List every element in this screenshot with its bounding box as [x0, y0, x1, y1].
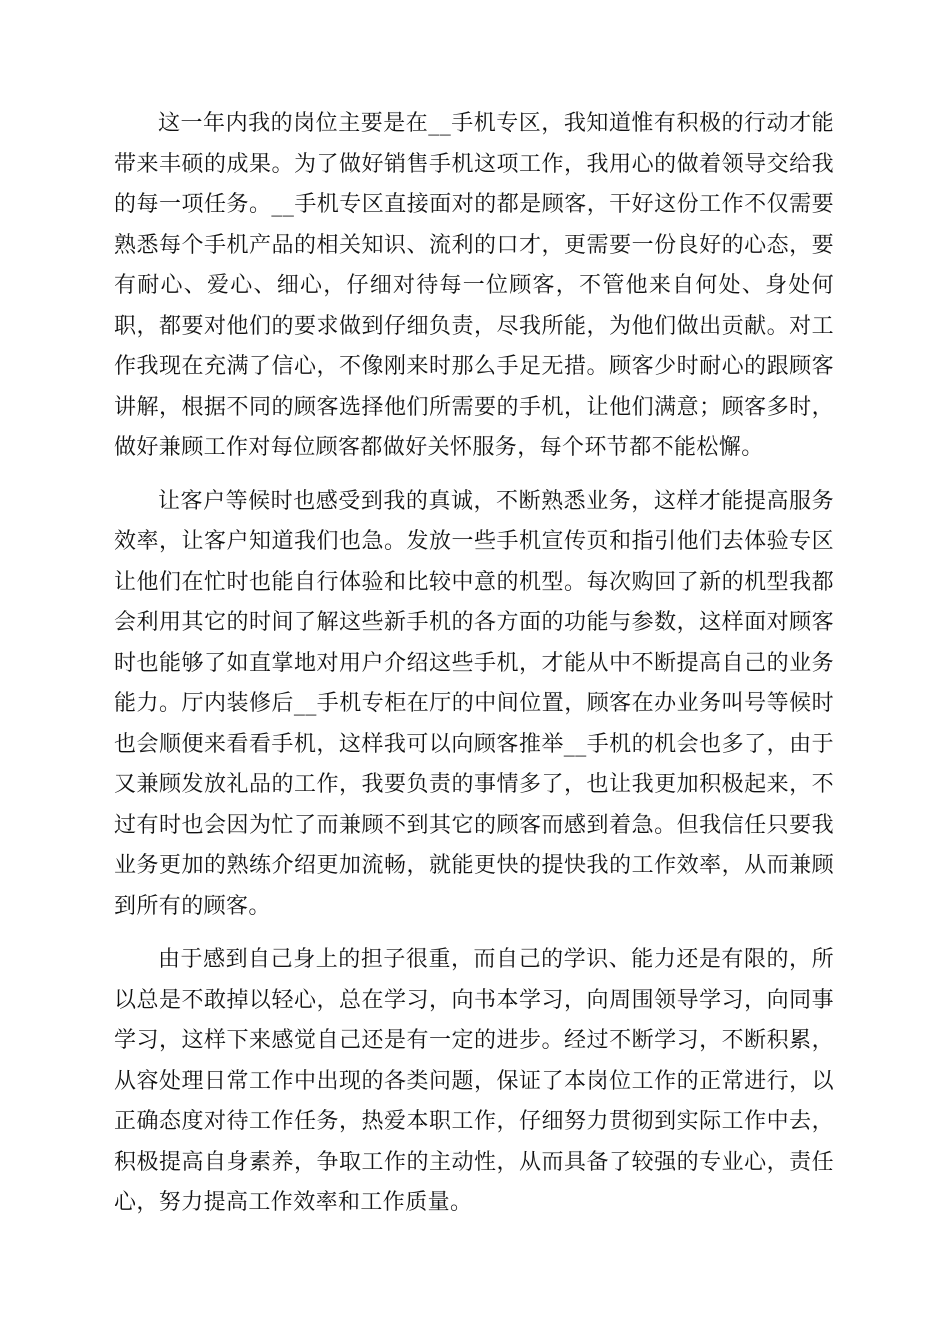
- paragraph-2: 让客户等候时也感受到我的真诚，不断熟悉业务，这样才能提高服务效率，让客户知道我们也急。发放一些手机宣传页和指引他们去体验专区让他们在忙时也能自行体验和比较中意的机型。每次购回了新的机型我都会利用其它的时间了解这些新手机的各方面的功能与参数，这样面对顾客时也能够了如直掌地对用户介绍这些手机，才能从中不断提高自己的业务能力。厅内装修后__手机专柜在厅的中间位置，顾客在办业务叫号等候时也会顺便来看看手机，这样我可以向顾客推举__手机的机会也多了，由于又兼顾发放礼品的工作，我要负责的事情多了，也让我更加积极起来，不过有时也会因为忙了而兼顾不到其它的顾客而感到着急。但我信任只要我业务更加的熟练介绍更加流畅，就能更快的提快我的工作效率，从而兼顾到所有的顾客。: [114, 488, 834, 919]
- paragraph-1: 这一年内我的岗位主要是在__手机专区，我知道惟有积极的行动才能带来丰硕的成果。为了做好销售手机这项工作，我用心的做着领导交给我的每一项任务。__手机专区直接面对的都是顾客，干好这份工作不仅需要熟悉每个手机产品的相关知识、流利的口才，更需要一份良好的心态，要有耐心、爱心、细心，仔细对待每一位顾客，不管他来自何处、身处何职，都要对他们的要求做到仔细负责，尽我所能，为他们做出贡献。对工作我现在充满了信心，不像刚来时那么手足无措。顾客少时耐心的跟顾客讲解，根据不同的顾客选择他们所需要的手机，让他们满意；顾客多时，做好兼顾工作对每位顾客都做好关怀服务，每个环节都不能松懈。: [114, 111, 834, 460]
- paragraph-3: 由于感到自己身上的担子很重，而自己的学识、能力还是有限的，所以总是不敢掉以轻心，总在学习，向书本学习，向周围领导学习，向同事学习，这样下来感觉自己还是有一定的进步。经过不断学习，不断积累，从容处理日常工作中出现的各类问题，保证了本岗位工作的正常进行，以正确态度对待工作任务，热爱本职工作，仔细努力贯彻到实际工作中去，积极提高自身素养，争取工作的主动性，从而具备了较强的专业心，责任心，努力提高工作效率和工作质量。: [114, 947, 834, 1215]
- document-page: [114, 104, 834, 1224]
